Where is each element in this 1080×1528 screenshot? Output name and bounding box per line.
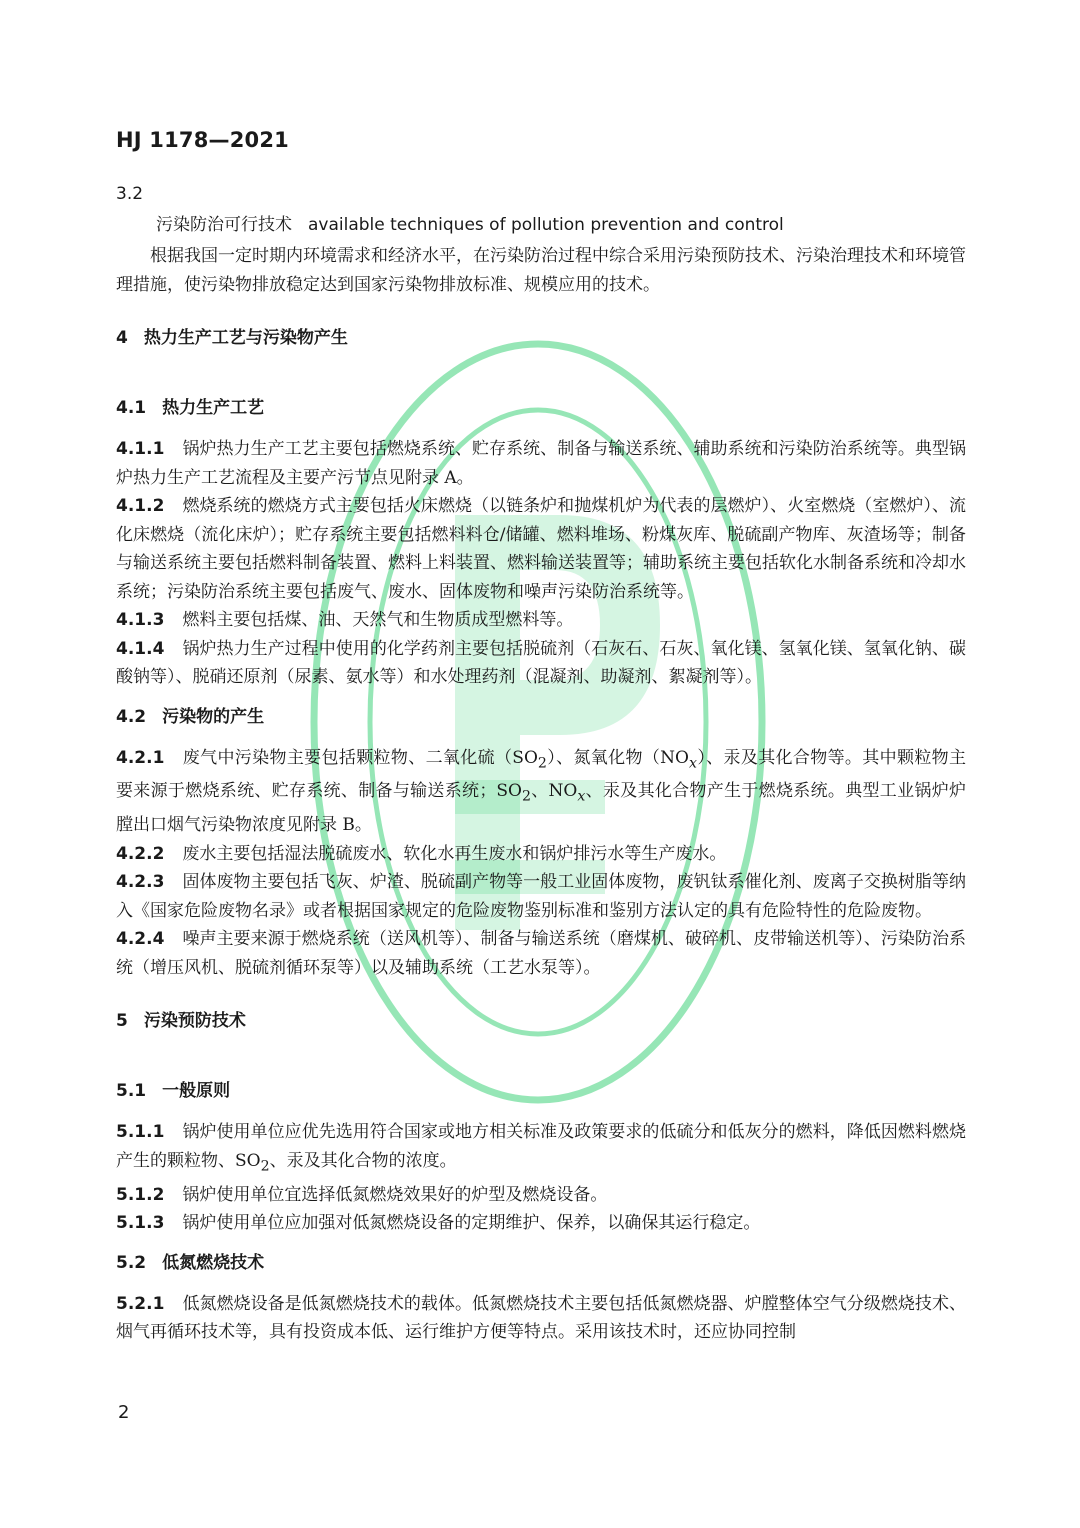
document-body xyxy=(116,182,966,1347)
clause-text: ）、汞及其化合物等。其中颗粒物主要来源于燃烧系统、贮存系统、制备与输送系统；SO xyxy=(116,747,967,802)
clause-4-2-3 xyxy=(116,868,966,925)
term-definition: 根据我国一定时期内环境需求和经济水平，在污染防治过程中综合采用污染预防技术、污染治理技术和环境管理措施，使污染物排放稳定达到国家污染物排放标准、规模应用的技术。 xyxy=(116,246,966,295)
section-title: 热力生产工艺 xyxy=(162,398,265,418)
clause-4-1-1 xyxy=(116,435,966,492)
page-number: 2 xyxy=(118,1402,130,1423)
clause-number: 4.2.2 xyxy=(116,843,165,864)
clause-text: 固体废物主要包括飞灰、炉渣、脱硫副产物等一般工业固体废物，废钒钛系催化剂、废离子交换树脂等纳入《国家危险废物名录》或者根据国家规定的危险废物鉴别标准和鉴别方法认定的具有危险特性的危险废物。 xyxy=(116,872,966,921)
term-title-cn: 污染防治可行技术 xyxy=(156,215,292,235)
subscript: x xyxy=(689,754,697,771)
section-5-2-items xyxy=(116,1290,966,1347)
subscript: 2 xyxy=(537,754,547,771)
clause-text: 废水主要包括湿法脱硫废水、软化水再生废水和锅炉排污水等生产废水。 xyxy=(182,843,727,864)
clause-4-2-2 xyxy=(116,840,966,869)
clause-number: 5.1.3 xyxy=(116,1213,165,1234)
clause-text: 锅炉使用单位宜选择低氮燃烧效果好的炉型及燃烧设备。 xyxy=(182,1184,608,1205)
clause-4-1-2 xyxy=(116,492,966,606)
section-5-2-heading xyxy=(116,1250,966,1276)
section-title: 一般原则 xyxy=(162,1081,231,1102)
clause-text: 、NO xyxy=(530,781,578,802)
section-4-2-items xyxy=(116,744,966,983)
subscript: 2 xyxy=(260,1158,270,1175)
clause-5-1-3 xyxy=(116,1209,966,1238)
term-number: 3.2 xyxy=(116,184,144,204)
clause-text: 锅炉使用单位应加强对低氮燃烧设备的定期维护、保养，以确保其运行稳定。 xyxy=(182,1213,761,1234)
clause-number: 4.1.4 xyxy=(116,638,165,659)
clause-4-2-4 xyxy=(116,925,966,982)
clause-text: 废气中污染物主要包括颗粒物、二氧化硫（SO xyxy=(182,747,538,768)
section-5-1-items xyxy=(116,1118,966,1237)
clause-text: 锅炉使用单位应优先选用符合国家或地方相关标准及政策要求的低硫分和低灰分的燃料，降低因燃料燃烧产生的颗粒物、SO xyxy=(116,1122,966,1171)
clause-text: ）、氮氧化物（NO xyxy=(546,747,689,768)
clause-text: 燃料主要包括煤、油、天然气和生物质成型燃料等。 xyxy=(182,610,574,630)
clause-number: 4.2.4 xyxy=(116,929,165,950)
clause-text: 锅炉热力生产工艺主要包括燃烧系统、贮存系统、制备与输送系统、辅助系统和污染防治系统等。典型锅炉热力生产工艺流程及主要产污节点见附录 A。 xyxy=(116,439,966,488)
term-title xyxy=(116,212,966,238)
section-4-heading xyxy=(116,325,966,351)
clause-text: 低氮燃烧设备是低氮燃烧技术的载体。低氮燃烧技术主要包括低氮燃烧器、炉膛整体空气分级燃烧技术、烟气再循环技术等，具有投资成本低、运行维护方便等特点。采用该技术时，还应协同控制 xyxy=(116,1293,966,1343)
section-number: 4.1 xyxy=(116,398,147,418)
section-number: 5.1 xyxy=(116,1081,147,1102)
section-5-heading xyxy=(116,1008,966,1034)
clause-text: 、汞及其化合物产生于燃烧系统。典型工业锅炉炉膛出口烟气污染物浓度见附录 B。 xyxy=(116,781,967,836)
clause-number: 4.1.3 xyxy=(116,610,165,630)
subscript: 2 xyxy=(521,788,531,805)
term-title-en: available techniques of pollution prevention and control xyxy=(308,215,784,235)
section-number: 4 xyxy=(116,328,128,348)
section-title: 热力生产工艺与污染物产生 xyxy=(143,328,348,348)
clause-number: 5.2.1 xyxy=(116,1293,165,1314)
clause-text: 噪声主要来源于燃烧系统（送风机等）、制备与输送系统（磨煤机、破碎机、皮带输送机等）、污染防治系统（增压风机、脱硫剂循环泵等）以及辅助系统（工艺水泵等）。 xyxy=(116,929,966,978)
clause-number: 4.1.1 xyxy=(116,439,165,459)
clause-text: 锅炉热力生产过程中使用的化学药剂主要包括脱硫剂（石灰石、石灰、氧化镁、氢氧化镁、氢氧化钠、碳酸钠等）、脱硝还原剂（尿素、氨水等）和水处理药剂（混凝剂、助凝剂、絮凝剂等）。 xyxy=(116,638,966,687)
section-number: 4.2 xyxy=(116,706,147,727)
clause-4-2-1 xyxy=(116,744,966,840)
section-title: 低氮燃烧技术 xyxy=(162,1252,265,1273)
standard-code: HJ 1178—2021 xyxy=(116,128,289,152)
section-number: 5.2 xyxy=(116,1252,147,1273)
subscript: x xyxy=(577,788,586,805)
section-number: 5 xyxy=(116,1011,128,1032)
clause-number: 5.1.1 xyxy=(116,1122,165,1143)
clause-number: 4.2.3 xyxy=(116,872,165,893)
section-4-1-items xyxy=(116,435,966,692)
clause-5-1-2 xyxy=(116,1181,966,1210)
section-4-2-heading xyxy=(116,704,966,730)
section-4-1-heading xyxy=(116,395,966,421)
clause-number: 4.1.2 xyxy=(116,496,165,516)
section-title: 污染预防技术 xyxy=(143,1011,246,1032)
clause-5-2-1 xyxy=(116,1290,966,1347)
clause-4-1-4 xyxy=(116,635,966,692)
clause-text: 、汞及其化合物的浓度。 xyxy=(269,1150,457,1171)
clause-5-1-1 xyxy=(116,1118,966,1180)
section-5-1-heading xyxy=(116,1078,966,1104)
clause-number: 4.2.1 xyxy=(116,747,165,768)
clause-text: 燃烧系统的燃烧方式主要包括火床燃烧（以链条炉和抛煤机炉为代表的层燃炉）、火室燃烧（室燃炉）、流化床燃烧（流化床炉）；贮存系统主要包括燃料料仓/储罐、燃料堆场、粉煤灰库、脱硫副产物库、灰渣场等；制备与输送系统主要包括燃料制备装置、燃料上料装置、燃料输送装置等；辅助系统主要包括软化水制备系统和冷却水系统；污染防治系统主要包括废气、废水、固体废物和噪声污染防治系统等。 xyxy=(116,496,966,602)
clause-number: 5.1.2 xyxy=(116,1184,165,1205)
section-title: 污染物的产生 xyxy=(162,706,265,727)
clause-4-1-3 xyxy=(116,606,966,635)
